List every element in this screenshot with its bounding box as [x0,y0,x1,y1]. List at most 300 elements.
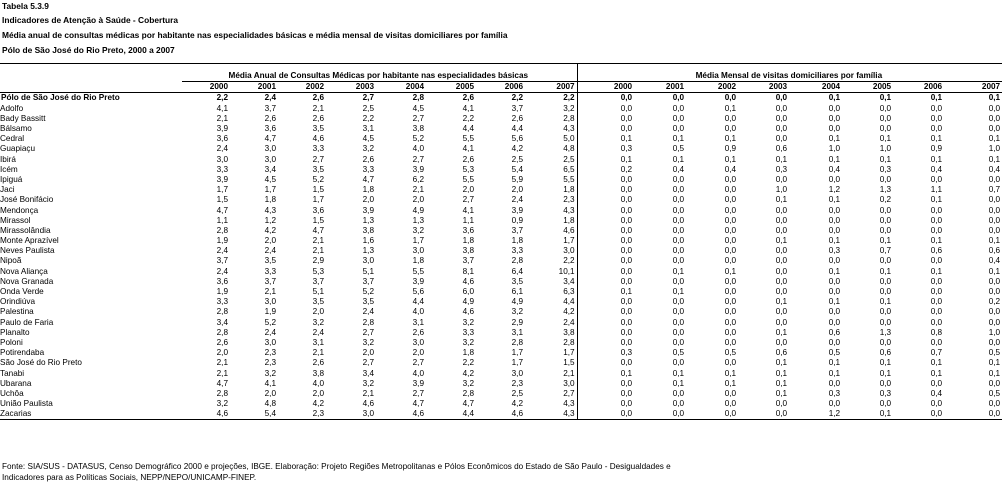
visits-value: 0,2 [577,165,634,175]
visits-value: 0,1 [842,409,893,420]
consultations-value: 3,6 [312,205,324,215]
visits-value: 0,3 [879,388,892,398]
visits-value: 0,0 [577,307,634,317]
year-header: 2004 [405,82,424,92]
visits-value: 0,9 [930,144,943,154]
table-row [0,104,1002,114]
consultations-value: 5,5 [462,134,474,144]
year-header: 2001 [257,82,276,92]
visits-value: 0,5 [724,348,737,358]
consultations-value: 1,3 [362,246,374,256]
visits-value: 0,1 [724,368,737,378]
visits-value: 0,1 [775,297,788,307]
consultations-value: 5,6 [412,287,424,297]
table-row [0,297,1002,307]
visits-value: 0,0 [828,378,841,388]
municipality-name: Potirendaba [0,348,45,358]
visits-value: 0,0 [672,297,685,307]
visits-value: 0,0 [775,246,788,256]
table-row [0,175,1002,185]
visits-value: 0,1 [988,368,1001,378]
visits-value: 0,6 [775,348,788,358]
consultations-value: 2,0 [216,348,228,358]
visits-value: 0,0 [634,409,686,420]
municipality-name: Mirassolândia [0,225,51,235]
visits-value: 0,5 [672,144,685,154]
year-header: 2005 [872,82,892,92]
consultations-value: 3,2 [462,317,474,327]
municipality-name: Onda Verde [0,287,44,297]
visits-value: 0,2 [879,195,892,205]
visits-value: 0,0 [828,337,841,347]
consultations-value: 3,2 [511,307,523,317]
consultations-value: 3,2 [412,225,424,235]
visits-value: 0,0 [828,103,841,113]
visits-value: 0,1 [577,368,634,378]
visits-value: 0,1 [775,236,788,246]
municipality-name: Nova Granada [0,276,54,286]
visits-value: 0,4 [724,164,737,174]
consultations-value: 2,6 [216,337,228,347]
consultations-value: 2,7 [563,388,575,398]
consultations-value: 2,1 [216,358,228,368]
visits-value: 0,1 [775,358,788,368]
municipality-name: União Paulista [0,399,53,409]
consultations-value: 2,0 [511,185,523,195]
consultations-value: 3,3 [511,246,523,256]
visits-value: 0,0 [930,287,943,297]
visits-value: 0,0 [988,103,1001,113]
table-row [0,287,1002,297]
visits-value: 0,1 [828,134,841,144]
municipality-name: Monte Aprazível [0,236,59,246]
visits-value: 0,0 [930,399,943,409]
year-header: 2002 [717,82,737,92]
consultations-value: 2,7 [412,358,424,368]
consultations-value: 1,7 [563,348,575,358]
consultations-value: 5,4 [511,164,523,174]
consultations-value: 8,1 [462,266,474,276]
consultations-value: 4,6 [376,409,426,420]
visits-value: 0,0 [930,256,943,266]
consultations-value: 1,7 [264,185,276,195]
consultations-value: 4,8 [264,399,276,409]
consultations-value: 2,1 [563,368,575,378]
visits-value: 0,0 [988,399,1001,409]
consultations-value: 3,5 [312,164,324,174]
visits-value: 0,1 [828,266,841,276]
municipality-name: Adolfo [0,103,24,113]
visits-value: 0,1 [775,327,788,337]
consultations-value: 3,2 [362,144,374,154]
consultations-value: 1,8 [264,195,276,205]
visits-value: 0,0 [775,266,788,276]
consultations-value: 2,0 [362,195,374,205]
consultations-value: 4,2 [511,144,523,154]
table-row [0,328,1002,338]
visits-value: 0,0 [724,185,737,195]
visits-value: 0,1 [724,154,737,164]
consultations-value: 2,2 [462,358,474,368]
table-top-rule [0,64,1002,72]
year-header: 2007 [981,82,1001,92]
visits-value: 0,5 [828,348,841,358]
visits-value: 0,0 [672,337,685,347]
consultations-value: 2,7 [312,154,324,164]
consultations-value: 2,6 [312,113,324,123]
table-row [0,307,1002,317]
visits-value: 0,0 [828,287,841,297]
consultations-value: 5,2 [312,174,324,184]
consultations-value: 5,1 [362,266,374,276]
visits-value: 0,0 [930,297,943,307]
consultations-value: 2,2 [563,256,575,266]
consultations-value: 3,5 [511,276,523,286]
consultations-value: 4,1 [216,103,228,113]
visits-value: 0,0 [724,287,737,297]
visits-value: 0,0 [879,287,892,297]
consultations-value: 2,8 [511,256,523,266]
table-row [0,185,1002,195]
consultations-value: 2,7 [362,327,374,337]
consultations-value: 2,7 [362,358,374,368]
consultations-value: 2,7 [412,113,424,123]
visits-value: 0,0 [634,93,686,104]
consultations-value: 1,7 [312,195,324,205]
visits-value: 0,8 [930,327,943,337]
consultations-value: 2,8 [216,388,228,398]
visits-value: 0,0 [930,103,943,113]
consultations-value: 4,3 [525,409,577,420]
consultations-value: 2,0 [412,348,424,358]
visits-value: 0,0 [988,113,1001,123]
visits-value: 0,0 [879,205,892,215]
consultations-value: 2,1 [312,246,324,256]
table-row [0,165,1002,175]
visits-value: 0,1 [828,154,841,164]
consultations-value: 5,6 [511,134,523,144]
consultations-value: 3,3 [216,297,228,307]
consultations-value: 3,0 [412,246,424,256]
consultations-value: 3,2 [563,103,575,113]
municipality-name: Guapiaçu [0,144,36,154]
consultations-value: 2,4 [230,93,278,104]
visits-value: 0,0 [577,399,634,409]
consultations-value: 4,6 [563,225,575,235]
visits-value: 0,0 [577,277,634,287]
visits-value: 1,1 [930,185,943,195]
visits-value: 0,0 [672,174,685,184]
consultations-value: 1,8 [462,348,474,358]
visits-value: 0,0 [577,114,634,124]
consultations-value: 5,3 [312,266,324,276]
municipality-name: Mendonça [0,205,39,215]
visits-value: 0,0 [828,124,841,134]
visits-value: 0,3 [577,348,634,358]
visits-value: 0,0 [724,124,737,134]
consultations-value: 2,0 [264,388,276,398]
consultations-value: 2,1 [412,185,424,195]
visits-value: 0,0 [828,113,841,123]
table-row [0,358,1002,368]
visits-value: 0,1 [577,287,634,297]
visits-value: 0,0 [577,246,634,256]
consultations-value: 2,6 [362,154,374,164]
visits-value: 0,1 [879,236,892,246]
consultations-value: 3,8 [362,225,374,235]
visits-value: 0,0 [828,276,841,286]
table-row [0,114,1002,124]
consultations-value: 3,4 [362,368,374,378]
consultations-value: 2,2 [362,113,374,123]
visits-value: 0,0 [577,297,634,307]
visits-value: 0,0 [577,267,634,277]
year-header: 2000 [209,82,228,92]
visits-value: 0,0 [930,225,943,235]
visits-value: 0,0 [930,317,943,327]
visits-value: 0,0 [672,205,685,215]
visits-value: 0,1 [775,378,788,388]
municipality-name: Paulo de Faria [0,317,54,327]
visits-value: 0,6 [930,246,943,256]
visits-value: 0,0 [672,399,685,409]
visits-value: 1,0 [879,144,892,154]
visits-value: 0,1 [842,93,893,104]
visits-value: 0,5 [672,348,685,358]
visits-value: 0,0 [775,307,788,317]
visits-value: 0,7 [930,348,943,358]
consultations-value: 4,5 [412,103,424,113]
consultations-value: 3,9 [412,276,424,286]
consultations-value: 2,3 [264,358,276,368]
visits-value: 0,3 [828,388,841,398]
visits-value: 1,3 [879,185,892,195]
consultations-value: 4,9 [462,297,474,307]
consultations-value: 2,7 [326,93,376,104]
consultations-value: 3,2 [312,317,324,327]
consultations-value: 2,8 [216,327,228,337]
year-header: 2006 [923,82,943,92]
consultations-value: 4,8 [563,144,575,154]
consultations-value: 4,1 [264,378,276,388]
consultations-value: 2,1 [362,388,374,398]
visits-value: 0,6 [775,144,788,154]
visits-value: 0,3 [879,164,892,174]
visits-value: 0,0 [988,205,1001,215]
visits-value: 0,0 [577,104,634,114]
consultations-value: 1,3 [412,215,424,225]
visits-value: 0,1 [828,236,841,246]
visits-value: 0,1 [672,287,685,297]
visits-value: 0,0 [577,389,634,399]
consultations-value: 2,6 [278,93,326,104]
visits-value: 0,1 [775,388,788,398]
consultations-value: 2,3 [563,195,575,205]
consultations-value: 4,7 [362,174,374,184]
consultations-value: 1,7 [216,185,228,195]
municipality-name: Tanabi [0,368,25,378]
consultations-value: 5,2 [264,317,276,327]
consultations-value: 1,8 [511,236,523,246]
table-row [0,267,1002,277]
visits-value: 0,0 [775,103,788,113]
visits-value: 0,0 [879,225,892,235]
visits-value: 0,0 [577,236,634,246]
consultations-value: 3,3 [462,327,474,337]
visits-value: 0,4 [672,164,685,174]
table-row [0,318,1002,328]
consultations-value: 2,3 [264,348,276,358]
year-header: 2005 [455,82,474,92]
consultations-value: 4,4 [462,124,474,134]
visits-value: 0,0 [879,124,892,134]
consultations-value: 3,4 [563,276,575,286]
visits-value: 0,1 [577,155,634,165]
visits-value: 0,0 [724,307,737,317]
consultations-value: 3,5 [312,297,324,307]
consultations-value: 4,9 [511,297,523,307]
visits-value: 0,0 [724,337,737,347]
consultations-value: 4,1 [462,205,474,215]
visits-value: 0,1 [930,154,943,164]
visits-value: 1,0 [988,144,1001,154]
consultations-value: 2,6 [426,93,476,104]
consultations-value: 1,8 [412,256,424,266]
visits-value: 0,0 [775,205,788,215]
visits-value: 0,1 [724,266,737,276]
visits-value: 0,1 [879,368,892,378]
visits-value: 0,0 [893,409,944,420]
consultations-value: 3,6 [264,124,276,134]
visits-value: 0,0 [775,399,788,409]
visits-value: 0,0 [775,287,788,297]
visits-value: 0,0 [879,337,892,347]
consultations-value: 3,2 [462,337,474,347]
table-id: Tabela 5.3.9 [2,1,49,11]
visits-value: 0,0 [879,215,892,225]
consultations-value: 3,4 [264,164,276,174]
consultations-value: 3,5 [312,124,324,134]
consultations-value: 5,5 [462,174,474,184]
consultations-value: 2,8 [376,93,426,104]
visits-value: 0,0 [879,307,892,317]
municipality-name: Ibirá [0,154,16,164]
visits-value: 0,0 [988,124,1001,134]
consultations-value: 3,8 [312,368,324,378]
consultations-value: 3,0 [412,337,424,347]
consultations-value: 2,4 [511,195,523,205]
visits-value: 0,7 [879,246,892,256]
visits-value: 0,0 [724,388,737,398]
consultations-value: 3,7 [312,276,324,286]
visits-value: 0,6 [879,348,892,358]
table-region: Pólo de São José do Rio Preto, 2000 a 2007 [2,45,175,55]
visits-value: 0,9 [724,144,737,154]
footer-line-2: Indicadores para as Políticas Sociais, NEPP/NEPO/UNICAMP-FINEP. [2,472,257,482]
visits-value: 0,7 [988,185,1001,195]
consultations-value: 3,7 [462,256,474,266]
visits-value: 0,0 [828,256,841,266]
table-row [0,134,1002,144]
consultations-value: 4,3 [563,205,575,215]
visits-value: 0,1 [724,134,737,144]
data-table [0,63,1002,420]
consultations-value: 3,3 [312,144,324,154]
visits-value: 0,0 [775,174,788,184]
group-header-row [0,71,1002,82]
consultations-value: 2,5 [511,388,523,398]
consultations-value: 3,5 [264,256,276,266]
table-row [0,348,1002,358]
consultations-value: 4,2 [312,399,324,409]
visits-value: 0,0 [577,205,634,215]
visits-value: 0,5 [988,388,1001,398]
consultations-value: 3,0 [264,297,276,307]
visits-value: 0,1 [789,93,842,104]
consultations-value: 2,2 [182,93,230,104]
consultations-value: 3,6 [462,225,474,235]
visits-value: 0,0 [672,388,685,398]
municipality-name: Uchôa [0,388,24,398]
municipality-name: Nova Aliança [0,266,48,276]
visits-value: 0,1 [724,378,737,388]
visits-value: 0,0 [724,225,737,235]
table-row [0,277,1002,287]
year-header: 2007 [556,82,575,92]
visits-value: 0,0 [724,327,737,337]
visits-value: 0,0 [577,379,634,389]
visits-value: 0,0 [879,103,892,113]
consultations-value: 2,6 [312,358,324,368]
visits-value: 0,0 [577,328,634,338]
visits-value: 0,4 [988,256,1001,266]
consultations-value: 2,8 [362,317,374,327]
table-row [0,256,1002,266]
consultations-value: 3,2 [362,337,374,347]
visits-value: 0,0 [828,317,841,327]
consultations-value: 2,4 [264,327,276,337]
consultations-value: 4,6 [462,307,474,317]
consultations-value: 2,7 [462,195,474,205]
visits-value: 0,6 [828,327,841,337]
visits-value: 0,0 [988,276,1001,286]
consultations-value: 5,3 [462,164,474,174]
consultations-value: 4,2 [462,368,474,378]
visits-value: 1,2 [789,409,842,420]
table-body [0,64,1002,420]
year-header: 2003 [355,82,374,92]
municipality-name: Jaci [0,185,15,195]
visits-value: 0,0 [686,409,738,420]
consultations-value: 6,2 [412,174,424,184]
visits-value: 0,0 [724,256,737,266]
visits-value: 1,0 [988,327,1001,337]
visits-value: 0,0 [672,358,685,368]
consultations-value: 4,7 [216,205,228,215]
visits-value: 0,0 [577,318,634,328]
visits-value: 0,0 [944,409,1002,420]
consultations-value: 2,5 [563,154,575,164]
consultations-value: 4,2 [511,399,523,409]
visits-value: 0,0 [672,215,685,225]
visits-value: 0,0 [577,185,634,195]
consultations-value: 4,4 [511,124,523,134]
visits-value: 0,1 [724,103,737,113]
visits-value: 0,0 [775,317,788,327]
visits-value: 0,0 [724,297,737,307]
visits-value: 0,0 [724,399,737,409]
visits-value: 0,0 [686,93,738,104]
